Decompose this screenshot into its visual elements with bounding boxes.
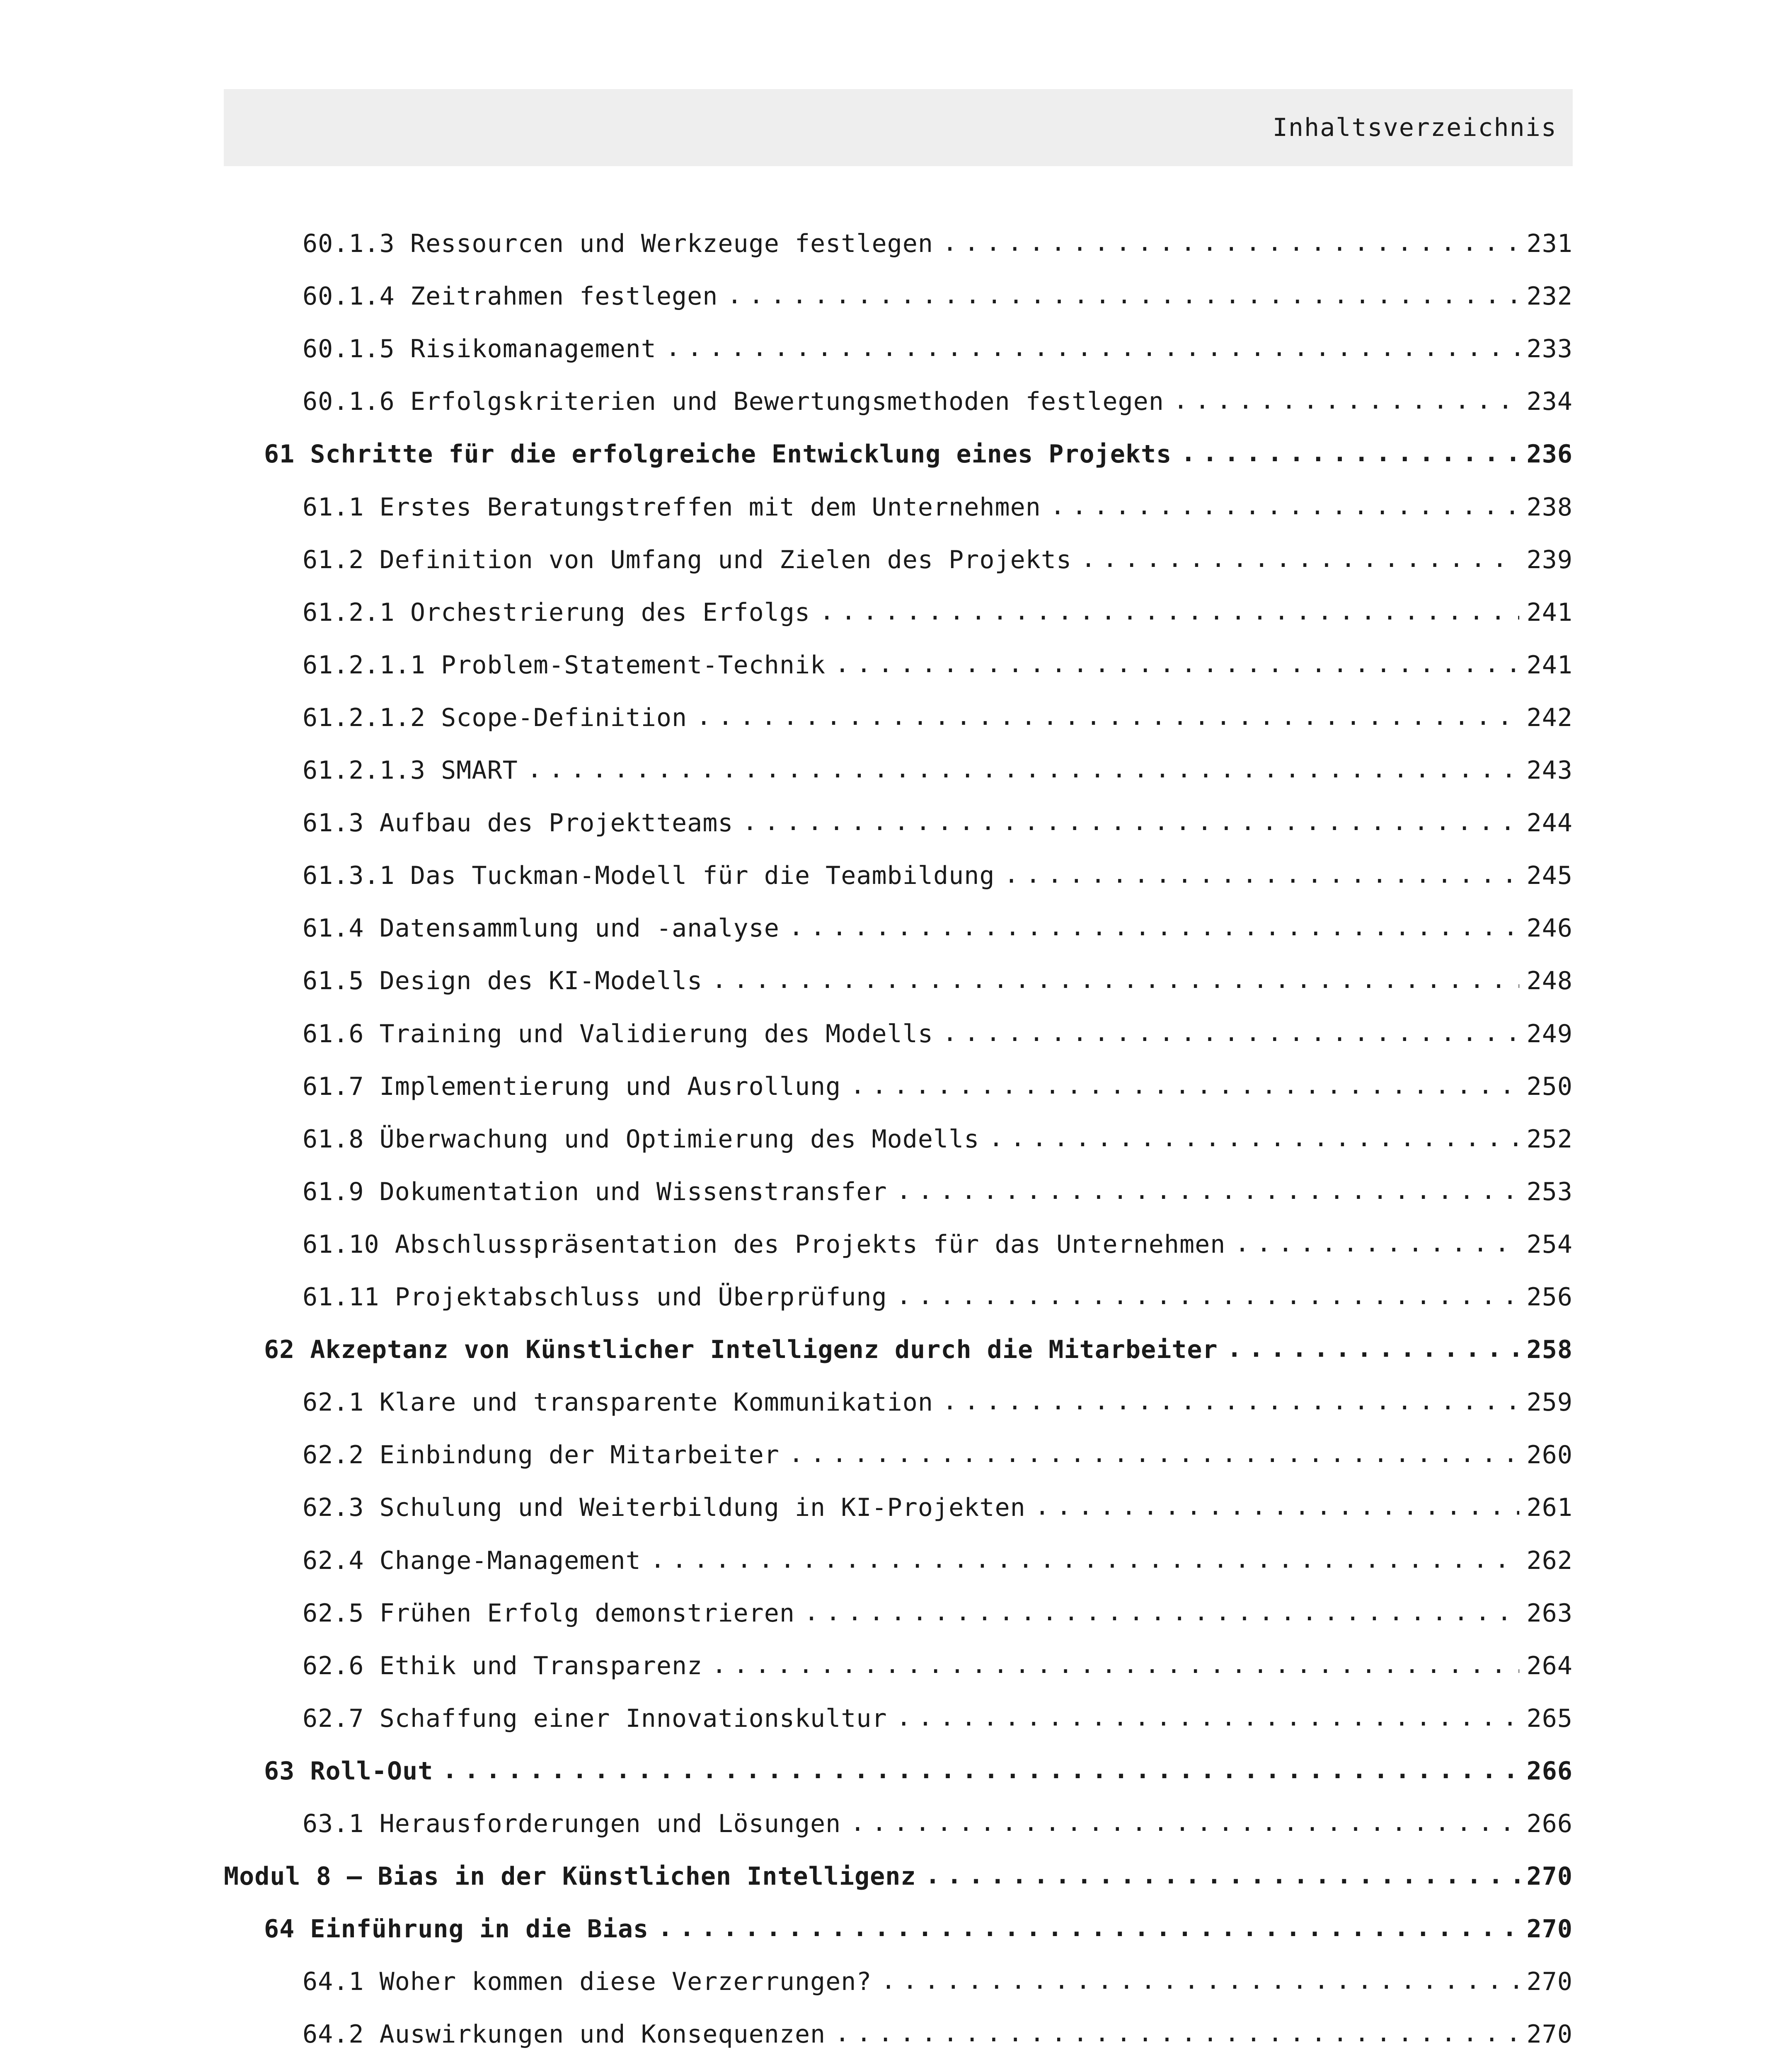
toc-entry-label: 61.7 Implementierung und Ausrollung (303, 1072, 841, 1101)
toc-entry-page: 242 (1526, 703, 1573, 732)
toc-entry-label: 60.1.6 Erfolgskriterien und Bewertungsmethoden festlegen (303, 387, 1164, 416)
toc-entry-page: 234 (1526, 387, 1573, 416)
toc-heading-entry[interactable] (264, 1327, 1573, 1372)
dot-leader (896, 1179, 1519, 1204)
toc-entry[interactable] (303, 1222, 1573, 1267)
toc-entry-label: 60.1.3 Ressourcen und Werkzeuge festlegen (303, 229, 934, 258)
dot-leader (666, 336, 1519, 361)
toc-entry-page: 261 (1526, 1493, 1573, 1522)
toc-entry[interactable] (303, 1064, 1573, 1109)
toc-heading-entry[interactable] (264, 1906, 1573, 1952)
toc-entry[interactable] (303, 1643, 1573, 1689)
toc-entry-page: 238 (1526, 493, 1573, 522)
dot-leader (1035, 1495, 1519, 1520)
toc-entry[interactable] (303, 590, 1573, 635)
toc-entry-label: 62.6 Ethik und Transparenz (303, 1651, 703, 1680)
toc-entry-label: 61.6 Training und Validierung des Modells (303, 1019, 934, 1048)
toc-entry[interactable] (303, 1538, 1573, 1583)
toc-entry-page: 263 (1526, 1599, 1573, 1628)
toc-entry-label: 61.2.1.3 SMART (303, 756, 518, 785)
dot-leader (942, 231, 1519, 256)
toc-entry[interactable] (303, 1485, 1573, 1530)
toc-entry[interactable] (303, 748, 1573, 793)
toc-entry-label: 61.1 Erstes Beratungstreffen mit dem Unternehmen (303, 493, 1041, 522)
toc-entry-label: 64.1 Woher kommen diese Verzerrungen? (303, 1967, 872, 1996)
toc-entry-label: 61.3.1 Das Tuckman-Modell für die Teambildung (303, 861, 995, 890)
dot-leader (1004, 863, 1519, 888)
toc-entry[interactable] (303, 2065, 1573, 2072)
toc-entry[interactable] (303, 2011, 1573, 2057)
toc-entry[interactable] (303, 695, 1573, 741)
dot-leader (942, 1021, 1519, 1046)
toc-entry-label: 61.2.1.2 Scope-Definition (303, 703, 688, 732)
toc-entry[interactable] (303, 274, 1573, 319)
toc-entry-label: 64 Einführung in die Bias (264, 1915, 649, 1944)
toc-entry-page: 265 (1526, 1704, 1573, 1733)
toc-entry-label: 61.2.1.1 Problem-Statement-Technik (303, 651, 826, 680)
dot-leader (527, 758, 1519, 783)
dot-leader (712, 968, 1519, 993)
toc-entry-label: 61 Schritte für die erfolgreiche Entwicklung eines Projekts (264, 440, 1172, 469)
toc-entry[interactable] (303, 484, 1573, 530)
toc-entry-page: 233 (1526, 334, 1573, 363)
toc-entry-label: 61.10 Abschlusspräsentation des Projekts für das Unternehmen (303, 1230, 1226, 1259)
toc-entry[interactable] (303, 853, 1573, 898)
dot-leader (727, 284, 1519, 309)
toc-entry-page: 270 (1526, 1862, 1573, 1891)
toc-entry-page: 264 (1526, 1651, 1573, 1680)
dot-leader (1235, 1232, 1519, 1257)
toc-entry-page: 252 (1526, 1125, 1573, 1154)
dot-leader (442, 1759, 1519, 1784)
dot-leader (850, 1811, 1519, 1836)
toc-entry-label: 61.4 Datensammlung und -analyse (303, 914, 780, 943)
dot-leader (942, 1390, 1519, 1415)
toc-entry[interactable] (303, 1801, 1573, 1847)
toc-entry-page: 259 (1526, 1388, 1573, 1417)
toc-entry-label: 61.3 Aufbau des Projektteams (303, 808, 734, 838)
toc-entry-page: 250 (1526, 1072, 1573, 1101)
toc-entry[interactable] (303, 958, 1573, 1004)
toc-entry-label: 62.3 Schulung und Weiterbildung in KI-Projekten (303, 1493, 1026, 1522)
dot-leader (789, 1443, 1519, 1467)
dot-leader (896, 1285, 1519, 1310)
toc-entry[interactable] (303, 1380, 1573, 1425)
toc-entry-page: 258 (1526, 1335, 1573, 1364)
toc-entry-page: 241 (1526, 598, 1573, 627)
dot-leader (712, 1653, 1519, 1678)
dot-leader (850, 1074, 1519, 1099)
toc-entry-label: 60.1.4 Zeitrahmen festlegen (303, 282, 718, 311)
toc-entry[interactable] (303, 642, 1573, 688)
toc-entry-page: 243 (1526, 756, 1573, 785)
dot-leader (835, 2022, 1519, 2047)
toc-heading-entry[interactable] (224, 1854, 1573, 1899)
toc-entry-label: 62.2 Einbindung der Mitarbeiter (303, 1440, 780, 1469)
toc-entry[interactable] (303, 800, 1573, 846)
toc-entry[interactable] (303, 1116, 1573, 1162)
dot-leader (835, 653, 1519, 678)
toc-entry-page: 270 (1526, 1967, 1573, 1996)
dot-leader (1173, 389, 1519, 414)
toc-entry-label: 61.11 Projektabschluss und Überprüfung (303, 1283, 887, 1312)
dot-leader (789, 916, 1519, 941)
dot-leader (819, 600, 1519, 625)
toc-entry-label: Modul 8 – Bias in der Künstlichen Intelligenz (224, 1862, 916, 1891)
toc-entry-page: 254 (1526, 1230, 1573, 1259)
toc-entry-page: 260 (1526, 1440, 1573, 1469)
toc-entry-page: 239 (1526, 545, 1573, 574)
dot-leader (1050, 495, 1519, 520)
dot-leader (988, 1127, 1519, 1152)
dot-leader (881, 1969, 1519, 1994)
toc-entry-page: 244 (1526, 808, 1573, 838)
toc-entry[interactable] (303, 1011, 1573, 1057)
toc-entry-page: 248 (1526, 966, 1573, 995)
toc-entry[interactable] (303, 537, 1573, 583)
toc-heading-entry[interactable] (264, 431, 1573, 477)
toc-entry-page: 270 (1526, 2020, 1573, 2049)
toc-entry-label: 61.9 Dokumentation und Wissenstransfer (303, 1177, 887, 1206)
toc-entry[interactable] (303, 1590, 1573, 1636)
toc-entry-label: 62 Akzeptanz von Künstlicher Intelligenz durch die Mitarbeiter (264, 1335, 1218, 1364)
toc-entry[interactable] (303, 221, 1573, 266)
toc-entry-label: 61.5 Design des KI-Modells (303, 966, 703, 995)
dot-leader (1181, 442, 1519, 467)
toc-entry[interactable] (303, 1274, 1573, 1320)
toc-entry[interactable] (303, 326, 1573, 372)
toc-entry-label: 60.1.5 Risikomanagement (303, 334, 656, 363)
header-title: Inhaltsverzeichnis (1272, 113, 1557, 142)
toc-entry[interactable] (303, 905, 1573, 951)
toc-entry-page: 241 (1526, 651, 1573, 680)
dot-leader (1227, 1337, 1519, 1362)
toc-entry[interactable] (303, 1432, 1573, 1478)
toc-entry-label: 62.5 Frühen Erfolg demonstrieren (303, 1599, 795, 1628)
toc-entry[interactable] (303, 1959, 1573, 2004)
toc-entry-page: 262 (1526, 1546, 1573, 1575)
toc-entry-label: 61.8 Überwachung und Optimierung des Modells (303, 1125, 980, 1154)
toc-entry-page: 232 (1526, 282, 1573, 311)
dot-leader (804, 1601, 1519, 1626)
toc-entry[interactable] (303, 379, 1573, 424)
toc-entry-page: 231 (1526, 229, 1573, 258)
toc-entry-page: 266 (1526, 1757, 1573, 1786)
dot-leader (742, 811, 1519, 835)
dot-leader (896, 1706, 1519, 1731)
toc-entry-page: 236 (1526, 440, 1573, 469)
toc-entry-page: 249 (1526, 1019, 1573, 1048)
toc-entry-page: 266 (1526, 1809, 1573, 1838)
toc-entry-label: 62.4 Change-Management (303, 1546, 641, 1575)
toc-entry[interactable] (303, 1696, 1573, 1741)
toc-entry-page: 270 (1526, 1915, 1573, 1944)
toc-entry-label: 63.1 Herausforderungen und Lösungen (303, 1809, 841, 1838)
toc-entry-label: 64.2 Auswirkungen und Konsequenzen (303, 2020, 826, 2049)
dot-leader (658, 1917, 1519, 1941)
toc-entry-page: 253 (1526, 1177, 1573, 1206)
toc-entry-label: 62.7 Schaffung einer Innovationskultur (303, 1704, 887, 1733)
toc-entry-label: 63 Roll-Out (264, 1757, 433, 1786)
toc-entry[interactable] (303, 1169, 1573, 1215)
toc-entry-label: 61.2 Definition von Umfang und Zielen des Projekts (303, 545, 1072, 574)
toc-heading-entry[interactable] (264, 1748, 1573, 1794)
toc-entry-page: 256 (1526, 1283, 1573, 1312)
toc-entry-page: 246 (1526, 914, 1573, 943)
toc-entry-label: 62.1 Klare und transparente Kommunikation (303, 1388, 934, 1417)
dot-leader (650, 1548, 1519, 1573)
dot-leader (925, 1864, 1519, 1889)
toc-entry-label: 61.2.1 Orchestrierung des Erfolgs (303, 598, 811, 627)
dot-leader (696, 705, 1519, 730)
toc-entry-page: 245 (1526, 861, 1573, 890)
dot-leader (1081, 547, 1519, 572)
